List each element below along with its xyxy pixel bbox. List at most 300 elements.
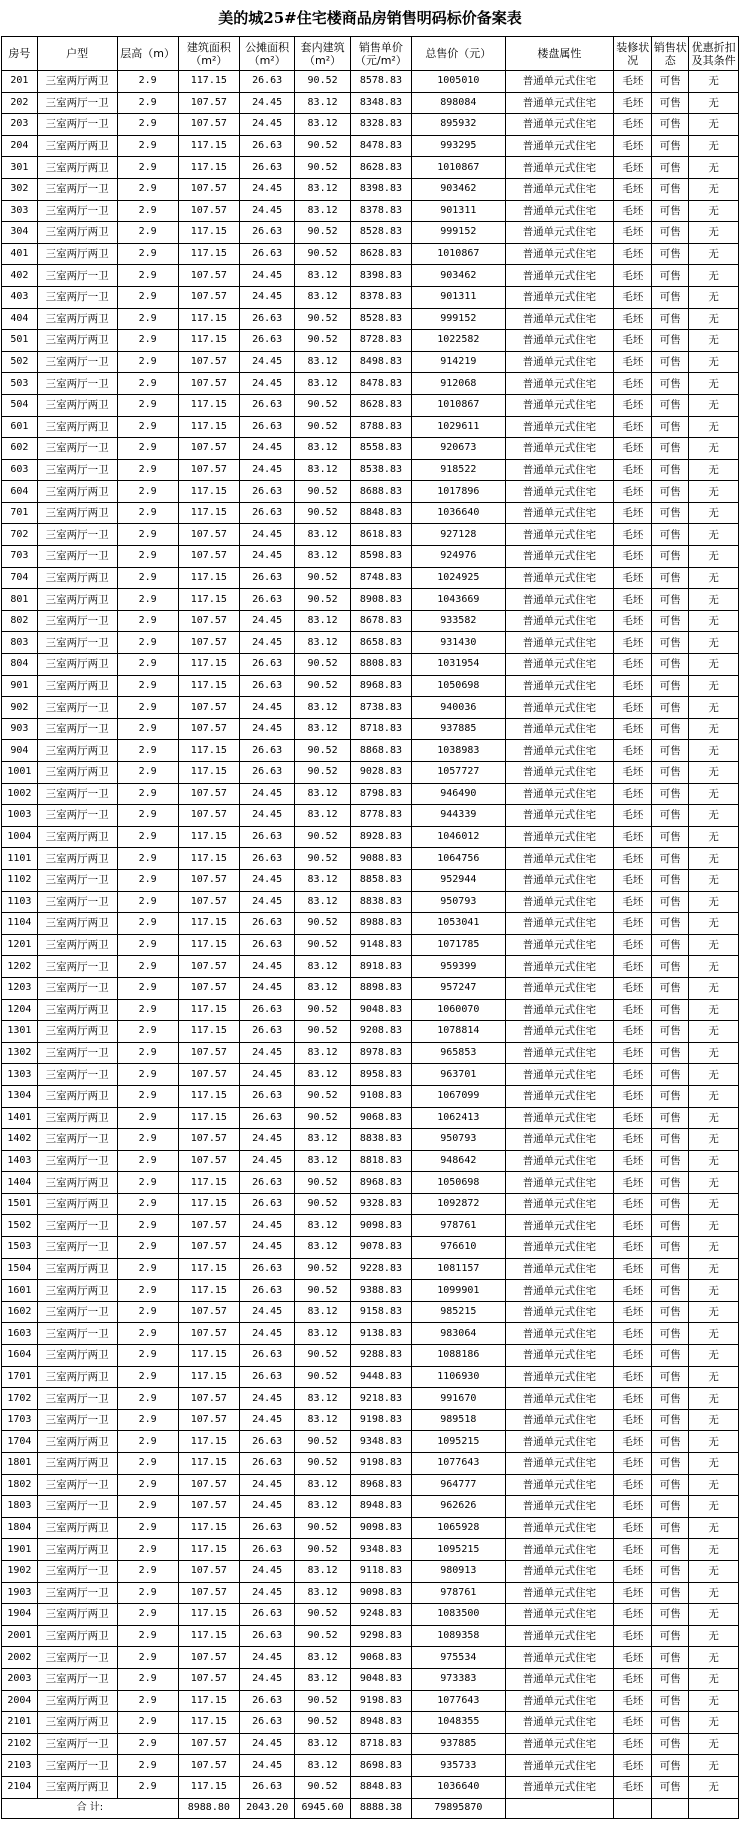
- sale-status-cell: 可售: [652, 654, 689, 676]
- floor-height-cell: 2.9: [117, 1668, 178, 1690]
- table-row: [2, 1237, 739, 1259]
- total-price-cell: 1083500: [412, 1604, 506, 1626]
- shared-area-cell: 24.45: [239, 546, 294, 568]
- room-number-cell: 504: [2, 394, 38, 416]
- header-discount: 优惠折扣及其条件: [689, 37, 739, 71]
- room-number-cell: 201: [2, 71, 38, 93]
- area-cell: 107.57: [178, 200, 239, 222]
- discount-cell: 无: [689, 1539, 739, 1561]
- shared-area-cell: 24.45: [239, 718, 294, 740]
- discount-cell: 无: [689, 654, 739, 676]
- discount-cell: 无: [689, 697, 739, 719]
- total-price-cell: 1031954: [412, 654, 506, 676]
- shared-area-cell: 26.63: [239, 135, 294, 157]
- shared-area-cell: 26.63: [239, 934, 294, 956]
- area-cell: 117.15: [178, 1712, 239, 1734]
- area-cell: 117.15: [178, 222, 239, 244]
- discount-cell: 无: [689, 977, 739, 999]
- layout-cell: 三室两厅两卫: [37, 308, 117, 330]
- sale-status-cell: 可售: [652, 1409, 689, 1431]
- unit-price-cell: 8838.83: [350, 1129, 411, 1151]
- sale-status-cell: 可售: [652, 762, 689, 784]
- room-number-cell: 404: [2, 308, 38, 330]
- layout-cell: 三室两厅两卫: [37, 394, 117, 416]
- floor-height-cell: 2.9: [117, 1215, 178, 1237]
- area-cell: 117.15: [178, 934, 239, 956]
- area-cell: 117.15: [178, 654, 239, 676]
- shared-area-cell: 24.45: [239, 805, 294, 827]
- room-number-cell: 1601: [2, 1280, 38, 1302]
- property-type-cell: 普通单元式住宅: [505, 1604, 614, 1626]
- header-height: 层高（m）: [117, 37, 178, 71]
- unit-price-cell: 9028.83: [350, 762, 411, 784]
- area-cell: 107.57: [178, 977, 239, 999]
- room-number-cell: 1004: [2, 826, 38, 848]
- total-price-cell: 1050698: [412, 675, 506, 697]
- total-price-cell: 989518: [412, 1409, 506, 1431]
- unit-price-cell: 8868.83: [350, 740, 411, 762]
- area-cell: 107.57: [178, 610, 239, 632]
- discount-cell: 无: [689, 1064, 739, 1086]
- unit-price-cell: 9348.83: [350, 1431, 411, 1453]
- room-number-cell: 1104: [2, 913, 38, 935]
- property-type-cell: 普通单元式住宅: [505, 1258, 614, 1280]
- inner-area-cell: 83.12: [295, 459, 350, 481]
- sale-status-cell: 可售: [652, 1388, 689, 1410]
- floor-height-cell: 2.9: [117, 546, 178, 568]
- area-cell: 107.57: [178, 1582, 239, 1604]
- shared-area-cell: 24.45: [239, 697, 294, 719]
- layout-cell: 三室两厅两卫: [37, 675, 117, 697]
- decoration-cell: 毛坯: [614, 373, 652, 395]
- unit-price-cell: 8378.83: [350, 200, 411, 222]
- sale-status-cell: 可售: [652, 1301, 689, 1323]
- total-price-cell: 1005010: [412, 71, 506, 93]
- room-number-cell: 1003: [2, 805, 38, 827]
- room-number-cell: 1501: [2, 1193, 38, 1215]
- unit-price-cell: 9118.83: [350, 1560, 411, 1582]
- shared-area-cell: 26.63: [239, 999, 294, 1021]
- layout-cell: 三室两厅一卫: [37, 632, 117, 654]
- unit-price-cell: 8978.83: [350, 1042, 411, 1064]
- floor-height-cell: 2.9: [117, 200, 178, 222]
- total-price-cell: 944339: [412, 805, 506, 827]
- discount-cell: 无: [689, 762, 739, 784]
- decoration-cell: 毛坯: [614, 1085, 652, 1107]
- area-cell: 117.15: [178, 1431, 239, 1453]
- room-number-cell: 401: [2, 243, 38, 265]
- unit-price-cell: 9148.83: [350, 934, 411, 956]
- table-row: [2, 1042, 739, 1064]
- floor-height-cell: 2.9: [117, 1409, 178, 1431]
- total-price-cell: 1050698: [412, 1172, 506, 1194]
- unit-price-cell: 9098.83: [350, 1215, 411, 1237]
- room-number-cell: 1102: [2, 869, 38, 891]
- layout-cell: 三室两厅两卫: [37, 826, 117, 848]
- layout-cell: 三室两厅两卫: [37, 502, 117, 524]
- unit-price-cell: 9208.83: [350, 1021, 411, 1043]
- property-type-cell: 普通单元式住宅: [505, 1755, 614, 1777]
- area-cell: 107.57: [178, 1755, 239, 1777]
- table-row: [2, 956, 739, 978]
- decoration-cell: 毛坯: [614, 416, 652, 438]
- floor-height-cell: 2.9: [117, 1625, 178, 1647]
- table-row: [2, 1776, 739, 1798]
- discount-cell: 无: [689, 1647, 739, 1669]
- property-type-cell: 普通单元式住宅: [505, 135, 614, 157]
- sale-status-cell: 可售: [652, 1776, 689, 1798]
- table-row: [2, 1690, 739, 1712]
- layout-cell: 三室两厅一卫: [37, 891, 117, 913]
- total-price-cell: 983064: [412, 1323, 506, 1345]
- area-cell: 107.57: [178, 1733, 239, 1755]
- layout-cell: 三室两厅两卫: [37, 1539, 117, 1561]
- table-row: [2, 1604, 739, 1626]
- room-number-cell: 702: [2, 524, 38, 546]
- table-row: [2, 1755, 739, 1777]
- inner-area-cell: 83.12: [295, 92, 350, 114]
- inner-area-cell: 90.52: [295, 826, 350, 848]
- floor-height-cell: 2.9: [117, 1193, 178, 1215]
- total-price-cell: 924976: [412, 546, 506, 568]
- room-number-cell: 903: [2, 718, 38, 740]
- area-cell: 117.15: [178, 589, 239, 611]
- inner-area-cell: 90.52: [295, 1776, 350, 1798]
- room-number-cell: 603: [2, 459, 38, 481]
- total-price-cell: 1048355: [412, 1712, 506, 1734]
- discount-cell: 无: [689, 610, 739, 632]
- property-type-cell: 普通单元式住宅: [505, 956, 614, 978]
- room-number-cell: 2004: [2, 1690, 38, 1712]
- sale-status-cell: 可售: [652, 286, 689, 308]
- discount-cell: 无: [689, 200, 739, 222]
- unit-price-cell: 8478.83: [350, 135, 411, 157]
- inner-area-cell: 83.12: [295, 286, 350, 308]
- table-row: [2, 394, 739, 416]
- decoration-cell: 毛坯: [614, 567, 652, 589]
- floor-height-cell: 2.9: [117, 286, 178, 308]
- room-number-cell: 1301: [2, 1021, 38, 1043]
- area-cell: 117.15: [178, 157, 239, 179]
- room-number-cell: 2003: [2, 1668, 38, 1690]
- floor-height-cell: 2.9: [117, 762, 178, 784]
- inner-area-cell: 90.52: [295, 416, 350, 438]
- shared-area-cell: 24.45: [239, 1129, 294, 1151]
- shared-area-cell: 26.63: [239, 416, 294, 438]
- area-cell: 107.57: [178, 1064, 239, 1086]
- total-price-cell: 920673: [412, 438, 506, 460]
- unit-price-cell: 8398.83: [350, 265, 411, 287]
- total-price-cell: 950793: [412, 1129, 506, 1151]
- property-type-cell: 普通单元式住宅: [505, 1776, 614, 1798]
- layout-cell: 三室两厅两卫: [37, 222, 117, 244]
- table-row: [2, 416, 739, 438]
- floor-height-cell: 2.9: [117, 1064, 178, 1086]
- table-row: [2, 373, 739, 395]
- floor-height-cell: 2.9: [117, 869, 178, 891]
- floor-height-cell: 2.9: [117, 783, 178, 805]
- sale-status-cell: 可售: [652, 1755, 689, 1777]
- shared-area-cell: 26.63: [239, 654, 294, 676]
- table-row: [2, 1712, 739, 1734]
- area-cell: 117.15: [178, 1258, 239, 1280]
- inner-area-cell: 90.52: [295, 1107, 350, 1129]
- total-price-cell: 1046012: [412, 826, 506, 848]
- table-row: [2, 610, 739, 632]
- discount-cell: 无: [689, 1755, 739, 1777]
- sale-status-cell: 可售: [652, 740, 689, 762]
- property-type-cell: 普通单元式住宅: [505, 1021, 614, 1043]
- decoration-cell: 毛坯: [614, 481, 652, 503]
- total-price-cell: 912068: [412, 373, 506, 395]
- unit-price-cell: 9138.83: [350, 1323, 411, 1345]
- property-type-cell: 普通单元式住宅: [505, 869, 614, 891]
- floor-height-cell: 2.9: [117, 135, 178, 157]
- decoration-cell: 毛坯: [614, 1323, 652, 1345]
- sale-status-cell: 可售: [652, 1064, 689, 1086]
- discount-cell: 无: [689, 869, 739, 891]
- sale-status-cell: 可售: [652, 891, 689, 913]
- sale-status-cell: 可售: [652, 913, 689, 935]
- discount-cell: 无: [689, 459, 739, 481]
- shared-area-cell: 24.45: [239, 956, 294, 978]
- discount-cell: 无: [689, 589, 739, 611]
- unit-price-cell: 8988.83: [350, 913, 411, 935]
- unit-price-cell: 8678.83: [350, 610, 411, 632]
- sale-status-cell: 可售: [652, 1021, 689, 1043]
- area-cell: 107.57: [178, 1301, 239, 1323]
- layout-cell: 三室两厅两卫: [37, 330, 117, 352]
- sale-status-cell: 可售: [652, 1345, 689, 1367]
- layout-cell: 三室两厅一卫: [37, 1409, 117, 1431]
- layout-cell: 三室两厅两卫: [37, 1258, 117, 1280]
- floor-height-cell: 2.9: [117, 157, 178, 179]
- decoration-cell: 毛坯: [614, 589, 652, 611]
- table-row: [2, 1323, 739, 1345]
- unit-price-cell: 8898.83: [350, 977, 411, 999]
- floor-height-cell: 2.9: [117, 1366, 178, 1388]
- table-row: [2, 697, 739, 719]
- unit-price-cell: 9228.83: [350, 1258, 411, 1280]
- layout-cell: 三室两厅两卫: [37, 1431, 117, 1453]
- shared-area-cell: 26.63: [239, 589, 294, 611]
- sale-status-cell: 可售: [652, 394, 689, 416]
- floor-height-cell: 2.9: [117, 697, 178, 719]
- layout-cell: 三室两厅两卫: [37, 1604, 117, 1626]
- unit-price-cell: 8908.83: [350, 589, 411, 611]
- shared-area-cell: 26.63: [239, 157, 294, 179]
- table-row: [2, 222, 739, 244]
- discount-cell: 无: [689, 913, 739, 935]
- sale-status-cell: 可售: [652, 438, 689, 460]
- property-type-cell: 普通单元式住宅: [505, 200, 614, 222]
- layout-cell: 三室两厅两卫: [37, 481, 117, 503]
- unit-price-cell: 8328.83: [350, 114, 411, 136]
- room-number-cell: 302: [2, 178, 38, 200]
- shared-area-cell: 24.45: [239, 610, 294, 632]
- decoration-cell: 毛坯: [614, 999, 652, 1021]
- inner-area-cell: 83.12: [295, 1215, 350, 1237]
- discount-cell: 无: [689, 805, 739, 827]
- decoration-cell: 毛坯: [614, 330, 652, 352]
- room-number-cell: 1902: [2, 1560, 38, 1582]
- room-number-cell: 203: [2, 114, 38, 136]
- floor-height-cell: 2.9: [117, 1733, 178, 1755]
- total-price-cell: 952944: [412, 869, 506, 891]
- inner-area-cell: 83.12: [295, 1323, 350, 1345]
- shared-area-cell: 26.63: [239, 1280, 294, 1302]
- sale-status-cell: 可售: [652, 373, 689, 395]
- floor-height-cell: 2.9: [117, 1431, 178, 1453]
- unit-price-cell: 8738.83: [350, 697, 411, 719]
- sale-status-cell: 可售: [652, 1668, 689, 1690]
- total-price-cell: 1095215: [412, 1539, 506, 1561]
- decoration-cell: 毛坯: [614, 1604, 652, 1626]
- table-row: [2, 157, 739, 179]
- property-type-cell: 普通单元式住宅: [505, 114, 614, 136]
- table-row: [2, 1345, 739, 1367]
- decoration-cell: 毛坯: [614, 1237, 652, 1259]
- floor-height-cell: 2.9: [117, 1453, 178, 1475]
- layout-cell: 三室两厅两卫: [37, 999, 117, 1021]
- table-row: [2, 999, 739, 1021]
- unit-price-cell: 8538.83: [350, 459, 411, 481]
- floor-height-cell: 2.9: [117, 1258, 178, 1280]
- room-number-cell: 2101: [2, 1712, 38, 1734]
- shared-area-cell: 24.45: [239, 524, 294, 546]
- discount-cell: 无: [689, 308, 739, 330]
- layout-cell: 三室两厅一卫: [37, 1647, 117, 1669]
- room-number-cell: 2001: [2, 1625, 38, 1647]
- decoration-cell: 毛坯: [614, 762, 652, 784]
- shared-area-cell: 24.45: [239, 351, 294, 373]
- decoration-cell: 毛坯: [614, 135, 652, 157]
- property-type-cell: 普通单元式住宅: [505, 1301, 614, 1323]
- layout-cell: 三室两厅一卫: [37, 697, 117, 719]
- decoration-cell: 毛坯: [614, 351, 652, 373]
- discount-cell: 无: [689, 1172, 739, 1194]
- total-price-cell: 1036640: [412, 502, 506, 524]
- inner-area-cell: 83.12: [295, 1388, 350, 1410]
- discount-cell: 无: [689, 92, 739, 114]
- shared-area-cell: 24.45: [239, 1388, 294, 1410]
- room-number-cell: 1603: [2, 1323, 38, 1345]
- unit-price-cell: 8688.83: [350, 481, 411, 503]
- table-row: [2, 524, 739, 546]
- decoration-cell: 毛坯: [614, 1690, 652, 1712]
- shared-area-cell: 24.45: [239, 1150, 294, 1172]
- discount-cell: 无: [689, 1388, 739, 1410]
- total-price-cell: 937885: [412, 718, 506, 740]
- layout-cell: 三室两厅两卫: [37, 848, 117, 870]
- table-row: [2, 1258, 739, 1280]
- table-row: [2, 71, 739, 93]
- sale-status-cell: 可售: [652, 524, 689, 546]
- room-number-cell: 204: [2, 135, 38, 157]
- total-price-cell: 1036640: [412, 1776, 506, 1798]
- inner-area-cell: 83.12: [295, 1042, 350, 1064]
- room-number-cell: 303: [2, 200, 38, 222]
- room-number-cell: 1404: [2, 1172, 38, 1194]
- unit-price-cell: 8808.83: [350, 654, 411, 676]
- layout-cell: 三室两厅一卫: [37, 178, 117, 200]
- floor-height-cell: 2.9: [117, 632, 178, 654]
- room-number-cell: 1304: [2, 1085, 38, 1107]
- area-cell: 117.15: [178, 1517, 239, 1539]
- inner-area-cell: 90.52: [295, 567, 350, 589]
- property-type-cell: 普通单元式住宅: [505, 1280, 614, 1302]
- unit-price-cell: 8748.83: [350, 567, 411, 589]
- area-cell: 117.15: [178, 1280, 239, 1302]
- totals-unit-price: 8888.38: [350, 1798, 411, 1818]
- shared-area-cell: 24.45: [239, 1668, 294, 1690]
- area-cell: 117.15: [178, 1625, 239, 1647]
- decoration-cell: 毛坯: [614, 1776, 652, 1798]
- floor-height-cell: 2.9: [117, 1690, 178, 1712]
- table-row: [2, 114, 739, 136]
- sale-status-cell: 可售: [652, 783, 689, 805]
- total-price-cell: 1062413: [412, 1107, 506, 1129]
- table-row: [2, 977, 739, 999]
- floor-height-cell: 2.9: [117, 243, 178, 265]
- property-type-cell: 普通单元式住宅: [505, 610, 614, 632]
- discount-cell: 无: [689, 848, 739, 870]
- total-price-cell: 1043669: [412, 589, 506, 611]
- unit-price-cell: 8628.83: [350, 394, 411, 416]
- unit-price-cell: 9198.83: [350, 1690, 411, 1712]
- decoration-cell: 毛坯: [614, 1517, 652, 1539]
- property-type-cell: 普通单元式住宅: [505, 308, 614, 330]
- layout-cell: 三室两厅一卫: [37, 1388, 117, 1410]
- room-number-cell: 701: [2, 502, 38, 524]
- layout-cell: 三室两厅两卫: [37, 135, 117, 157]
- decoration-cell: 毛坯: [614, 740, 652, 762]
- inner-area-cell: 90.52: [295, 157, 350, 179]
- shared-area-cell: 26.63: [239, 1172, 294, 1194]
- unit-price-cell: 8948.83: [350, 1712, 411, 1734]
- total-price-cell: 1053041: [412, 913, 506, 935]
- layout-cell: 三室两厅一卫: [37, 1560, 117, 1582]
- table-row: [2, 826, 739, 848]
- sale-status-cell: 可售: [652, 1280, 689, 1302]
- shared-area-cell: 24.45: [239, 1301, 294, 1323]
- header-layout: 户型: [37, 37, 117, 71]
- total-price-cell: 931430: [412, 632, 506, 654]
- room-number-cell: 1802: [2, 1474, 38, 1496]
- unit-price-cell: 8798.83: [350, 783, 411, 805]
- area-cell: 117.15: [178, 243, 239, 265]
- shared-area-cell: 24.45: [239, 891, 294, 913]
- layout-cell: 三室两厅两卫: [37, 1453, 117, 1475]
- price-table: [1, 36, 739, 1819]
- inner-area-cell: 90.52: [295, 502, 350, 524]
- shared-area-cell: 24.45: [239, 1409, 294, 1431]
- inner-area-cell: 83.12: [295, 114, 350, 136]
- layout-cell: 三室两厅一卫: [37, 1755, 117, 1777]
- discount-cell: 无: [689, 351, 739, 373]
- layout-cell: 三室两厅一卫: [37, 869, 117, 891]
- decoration-cell: 毛坯: [614, 1409, 652, 1431]
- shared-area-cell: 24.45: [239, 200, 294, 222]
- inner-area-cell: 83.12: [295, 1582, 350, 1604]
- property-type-cell: 普通单元式住宅: [505, 481, 614, 503]
- unit-price-cell: 8348.83: [350, 92, 411, 114]
- decoration-cell: 毛坯: [614, 265, 652, 287]
- area-cell: 117.15: [178, 826, 239, 848]
- floor-height-cell: 2.9: [117, 977, 178, 999]
- shared-area-cell: 26.63: [239, 913, 294, 935]
- table-row: [2, 1539, 739, 1561]
